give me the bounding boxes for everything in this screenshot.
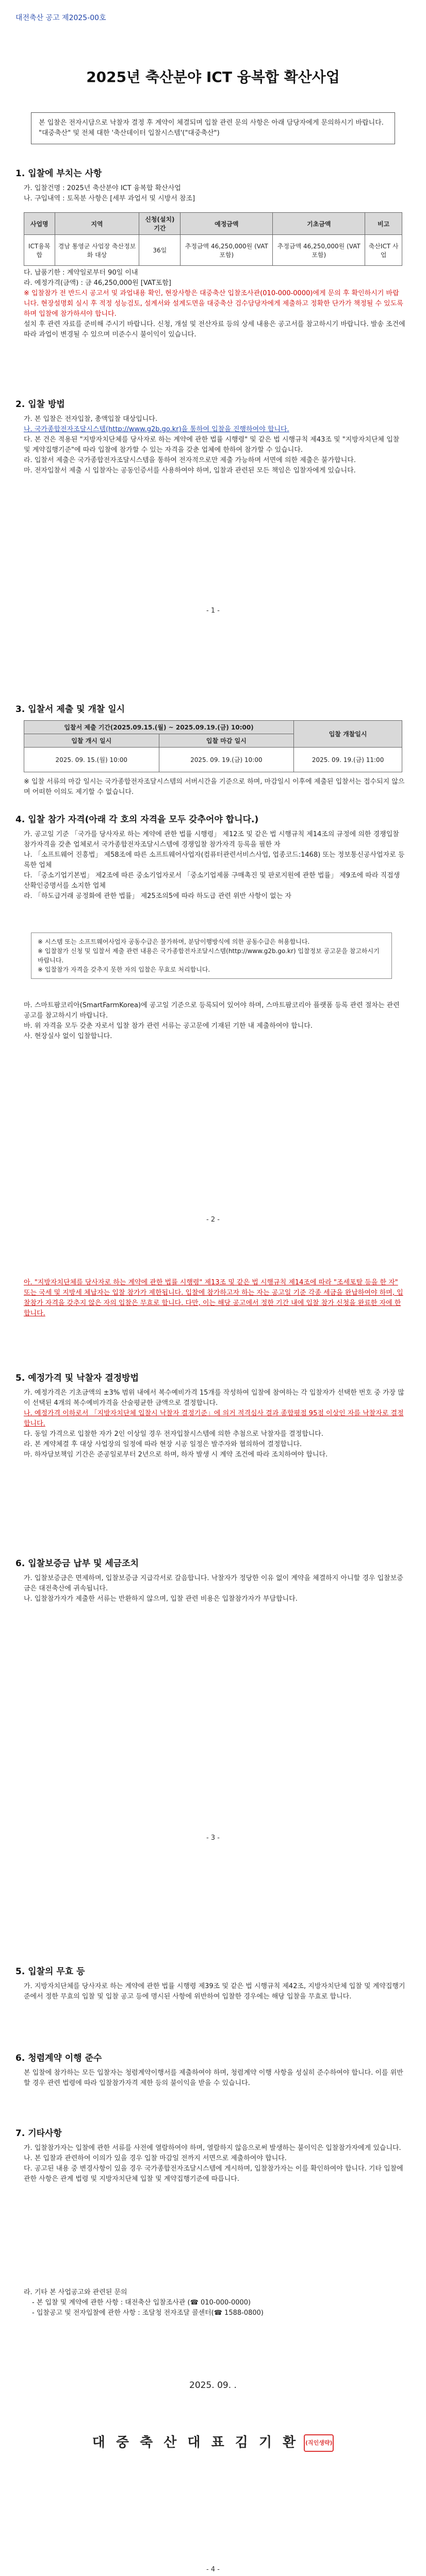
- list-item: 라. 예정가격(금액) : 금 46,250,000원 [VAT포함]: [24, 279, 171, 287]
- table-header: 사업명: [24, 213, 55, 235]
- notice-number: 대전축산 공고 제2025-00호: [15, 14, 106, 22]
- warning-note: 나. 예정가격 이하로서 「지방자치단체 입찰시 낙찰자 결정기준」에 의거 적격심사 결과 종합평점 95점 이상인 자를 낙찰자로 결정합니다.: [24, 1410, 404, 1428]
- page-title: 2025년 축산분야 ICT 융복합 확산사업: [86, 69, 340, 86]
- section-body: [24, 2143, 405, 2184]
- section-heading: 4. 입찰 참가 자격(아래 각 호의 자격을 모두 갖추어야 합니다.): [15, 815, 259, 825]
- section-heading: 2. 입찰 방법: [15, 399, 65, 410]
- warning-note: 아. "지방자치단체를 당사자로 하는 계약에 관한 법률 시행령" 제13조 및 같은 법 시행규칙 제14조에 따라 "조세포탈 등을 한 자" 또는 국세 및 지방세 체납자는 입찰 참가가 제한됩니다. 입찰에 참가하고자 하는 자는 공고일 기준 각종 세금을 완납하여야 하며, 입찰참가 자격을 갖추지 않은 자의 입찰은 무효로 합니다. 다만, 이는 해당 공고에서 정한 기간 내에 입찰 참가 신청을 완료한 자에 한합니다.: [24, 1279, 403, 1317]
- list-item: 바. 위 자격을 모두 갖춘 자로서 입찰 참가 관련 서류는 공고문에 기재된 기한 내 제출하여야 합니다.: [24, 1022, 313, 1030]
- section-body: [24, 829, 405, 902]
- table-header: 비고: [365, 213, 402, 235]
- warning-note: ※ 입찰 서류의 마감 일시는 국가종합전자조달시스템의 서버시간을 기준으로 하며, 마감일시 이후에 제출된 입찰서는 접수되지 않으며 어떠한 이의도 제기할 수 없습니다.: [24, 778, 405, 796]
- section-heading: 5. 입찰의 무효 등: [15, 1967, 85, 1977]
- contact-intro: 라. 기타 본 사업공고와 관련된 문의: [24, 2289, 127, 2296]
- list-item: 사. 현장실사 없이 입찰합니다.: [24, 1032, 112, 1040]
- list-item: 라. 입찰서 제출은 국가종합전자조달시스템을 통하여 전자적으로만 제출 가능하며 서면에 의한 제출은 불가합니다.: [24, 456, 356, 464]
- list-item: 다. 본 건은 적용된 "지방자치단체를 당사자로 하는 계약에 관한 법률 시행령" 및 같은 법 시행규칙 제43조 및 "지방자치단체 입찰 및 계약집행기준"에 따라 입찰에 참가할 수 있는 자격을 갖춘 업체에 한하여 참가할 수 있습니다.: [24, 436, 400, 454]
- contact-line: - 본 입찰 및 계약에 관한 사항 : 대전축산 입찰조사관 (☎ 010-000-0000): [32, 2299, 251, 2307]
- table-cell: 축산ICT 사업: [365, 235, 402, 266]
- notice-line: 본 입찰은 전자시담으로 낙찰자 결정 후 계약이 체결되며 입찰 관련 문의 사항은 아래 담당자에게 문의하시기 바랍니다.: [39, 119, 384, 127]
- table-header: 입찰 개찰일시: [294, 721, 402, 748]
- info-box: [31, 933, 392, 979]
- seal-stamp: (직인생략): [304, 2434, 334, 2452]
- list-item: 다. 동일 가격으로 입찰한 자가 2인 이상일 경우 전자입찰시스템에 의한 추첨으로 낙찰자를 결정합니다.: [24, 1430, 324, 1438]
- list-item: 설치 후 관련 자료를 준비해 주시기 바랍니다. 신청, 개설 및 전산자료 등의 상세 내용은 공고서를 참고하시기 바랍니다. 발송 조건에 따라 과업이 변경될 수 있으며 미준수시 불이익이 있습니다.: [24, 320, 405, 338]
- list-item: 가. 예정가격은 기초금액의 ±3% 범위 내에서 복수예비가격 15개를 작성하여 입찰에 참여하는 각 입찰자가 선택한 번호 중 가장 많이 선택된 4개의 복수예비가격을 산술평균한 금액으로 결정합니다.: [24, 1389, 404, 1407]
- table-header: 기초금액: [273, 213, 365, 235]
- list-item: 나. 구입내역 : 토목분 사항은 [세부 과업서 및 시방서 참조]: [24, 195, 195, 202]
- schedule-table: [24, 720, 402, 772]
- list-item: 가. 입찰보증금은 면제하며, 입찰보증금 지급각서로 갈음합니다. 낙찰자가 정당한 이유 없이 계약을 체결하지 아니할 경우 입찰보증금은 대전축산에 귀속됩니다.: [24, 1574, 403, 1592]
- signer-block: [0, 2432, 426, 2452]
- list-item: 마. 하자담보책임 기간은 준공일로부터 2년으로 하며, 하자 발생 시 계약 조건에 따라 조치하여야 합니다.: [24, 1451, 328, 1459]
- section-heading: 6. 청렴계약 이행 준수: [15, 2053, 102, 2063]
- table-cell: ICT융복합: [24, 235, 55, 266]
- g2b-link[interactable]: 나. 국가종합전자조달시스템(http://www.g2b.go.kr)을 통하여 입찰을 진행하여야 합니다.: [24, 426, 289, 433]
- table-cell: 추정금액 46,250,000원 (VAT 포함): [273, 235, 365, 266]
- section-body: [24, 414, 405, 476]
- warning-note: ※ 입찰참가 전 반드시 공고서 및 과업내용 확인, 현장사항은 대중축산 입찰조사관(010-000-0000)에게 문의 후 확인하시기 바랍니다. 현장설명회 실시 후 적정 성능검토, 설계서와 설계도면을 대중축산 검수담당자에게 제출하고 정확한 단가가 책정될 수 있도록 하며 입찰에 참가하셔야 합니다.: [24, 290, 403, 318]
- contact-section: [24, 2287, 405, 2318]
- table-cell: 추정금액 46,250,000원 (VAT 포함): [181, 235, 273, 266]
- list-item: 다. 공고된 내용 중 변경사항이 있을 경우 국가종합전자조달시스템에 게시하며, 입찰참가자는 이를 확인하여야 합니다. 기타 입찰에 관한 사항은 관계 법령 및 지방자치단체 입찰 및 계약집행기준에 따릅니다.: [24, 2165, 403, 2183]
- section-heading: 7. 기타사항: [15, 2128, 62, 2139]
- section-heading: 6. 입찰보증금 납부 및 세금조치: [15, 1558, 139, 1569]
- list-item: 나. 입찰참가자가 제출한 서류는 반환하지 않으며, 입찰 관련 비용은 입찰참가자가 부담합니다.: [24, 1595, 298, 1603]
- list-item: 가. 공고일 기준 「국가를 당사자로 하는 계약에 관한 법률 시행령」 제12조 및 같은 법 시행규칙 제14조의 규정에 의한 경쟁입찰참가자격을 갖춘 업체로서 국가종합전자조달시스템에 경쟁입찰 참가자격 등록을 필한 자: [24, 831, 399, 849]
- section-body: [24, 1278, 405, 1319]
- notice-box: [31, 112, 395, 144]
- bullet-item: ※ 입찰참가 자격을 갖추지 못한 자의 입찰은 무효로 처리합니다.: [38, 966, 210, 973]
- list-item: 마. 전자입찰서 제출 시 입찰자는 공동인증서를 사용하여야 하며, 입찰과 관련된 모든 책임은 입찰자에게 있습니다.: [24, 467, 356, 474]
- list-item: 가. 본 입찰은 전자입찰, 총액입찰 대상입니다.: [24, 415, 158, 423]
- list-item: 나. 본 입찰과 관련하여 이의가 있을 경우 입찰 마감일 전까지 서면으로 제출하여야 합니다.: [24, 2155, 287, 2162]
- item-table: [24, 212, 402, 266]
- table-cell: 경남 통영군 사업장 축산정보화 대상: [55, 235, 139, 266]
- section-body: [24, 1001, 405, 1042]
- table-header: 예정금액: [181, 213, 273, 235]
- table-header: 입찰서 제출 기간(2025.09.15.(월) ~ 2025.09.19.(금) 10:00): [24, 721, 294, 734]
- section-body: 가. 지방자치단체를 당사자로 하는 계약에 관한 법률 시행령 제39조 및 같은 법 시행규칙 제42조, 지방자치단체 입찰 및 계약집행기준에서 정한 무효의 입찰 및 입찰 공고 등에 명시된 사항에 위반하여 입찰한 경우에는 해당 입찰을 무효로 합니다.: [24, 1982, 405, 2001]
- table-cell: 2025. 09. 19.(금) 10:00: [159, 748, 294, 772]
- notice-date: 2025. 09. .: [189, 2380, 237, 2391]
- bullet-item: ※ 입찰참가 신청 및 입찰서 제출 관련 내용은 국가종합전자조달시스템(http://www.g2b.go.kr) 입찰정보 공고문을 참고하시기 바랍니다.: [38, 947, 380, 964]
- section-body: [24, 1388, 405, 1460]
- list-item: 가. 입찰건명 : 2025년 축산분야 ICT 융복합 확산사업: [24, 184, 181, 192]
- table-cell: 2025. 09. 15.(월) 10:00: [24, 748, 159, 772]
- section-heading: 1. 입찰에 부치는 사항: [15, 168, 102, 179]
- section-body: [24, 268, 405, 340]
- list-item: 다. 납품기한 : 계약일로부터 90일 이내: [24, 269, 138, 277]
- list-item: 라. 본 계약체결 후 대상 사업장의 일정에 따라 현장 시공 일정은 발주자와 협의하여 결정합니다.: [24, 1440, 302, 1448]
- table-cell: 2025. 09. 19.(금) 11:00: [294, 748, 402, 772]
- section-heading: 5. 예정가격 및 낙찰자 결정방법: [15, 1373, 139, 1383]
- table-header: 지역: [55, 213, 139, 235]
- page-number: - 2 -: [206, 1216, 220, 1224]
- list-item: 라. 「하도급거래 공정화에 관한 법률」 제25조의5에 따라 하도급 관련 위반 사항이 없는 자: [24, 892, 291, 900]
- page-number: - 4 -: [206, 2566, 220, 2573]
- list-item: 다. 「중소기업기본법」 제2조에 따른 중소기업자로서 「중소기업제품 구매촉진 및 판로지원에 관한 법률」 제9조에 따라 직접생산확인증명서를 소지한 업체: [24, 872, 400, 890]
- page-number: - 3 -: [206, 1834, 220, 1842]
- section-heading: 3. 입찰서 제출 및 개찰 일시: [15, 704, 125, 715]
- list-item: 나. 「소프트웨어 진흥법」 제58조에 따른 소프트웨어사업자(컴퓨터관련서비스사업, 업종코드:1468) 또는 정보통신공사업자로 등록한 업체: [24, 851, 405, 869]
- table-header: 신청(설치)기간: [139, 213, 181, 235]
- list-item: 가. 입찰참가자는 입찰에 관한 서류를 사전에 열람하여야 하며, 열람하지 않음으로써 발생하는 불이익은 입찰참가자에게 있습니다.: [24, 2144, 401, 2152]
- table-header: 입찰 개시 일시: [24, 734, 159, 748]
- table-cell: 36일: [139, 235, 181, 266]
- section-body: 본 입찰에 참가하는 모든 입찰자는 청렴계약이행서를 제출하여야 하며, 청렴계약 이행 사항을 성실히 준수하여야 합니다. 이를 위반할 경우 관련 법령에 따라 입찰참가자격 제한 등의 불이익을 받을 수 있습니다.: [24, 2069, 403, 2087]
- list-item: 마. 스마트팜코리아(SmartFarmKorea)에 공고일 기준으로 등록되어 있어야 하며, 스마트팜코리아 플랫폼 등록 관련 절차는 관련 공고를 참고하시기 바랍니다.: [24, 1002, 400, 1020]
- contact-line: - 입찰공고 및 전자입찰에 관한 사항 : 조달청 전자조달 콜센터(☎ 1588-0800): [32, 2309, 264, 2317]
- signer-name: 대 중 축 산 대 표 김 기 환: [92, 2435, 299, 2450]
- bullet-item: ※ 시스템 또는 소프트웨어사업자 공동수급은 불가하며, 분담이행방식에 의한 공동수급은 허용합니다.: [38, 938, 310, 945]
- section-body: [24, 1573, 405, 1604]
- notice-line: "대중축산" 및 전체 대한 '축산데이터 입찰시스템'("대중축산"): [39, 129, 220, 137]
- page-number: - 1 -: [206, 607, 220, 615]
- table-header: 입찰 마감 일시: [159, 734, 294, 748]
- section-body: [24, 183, 405, 204]
